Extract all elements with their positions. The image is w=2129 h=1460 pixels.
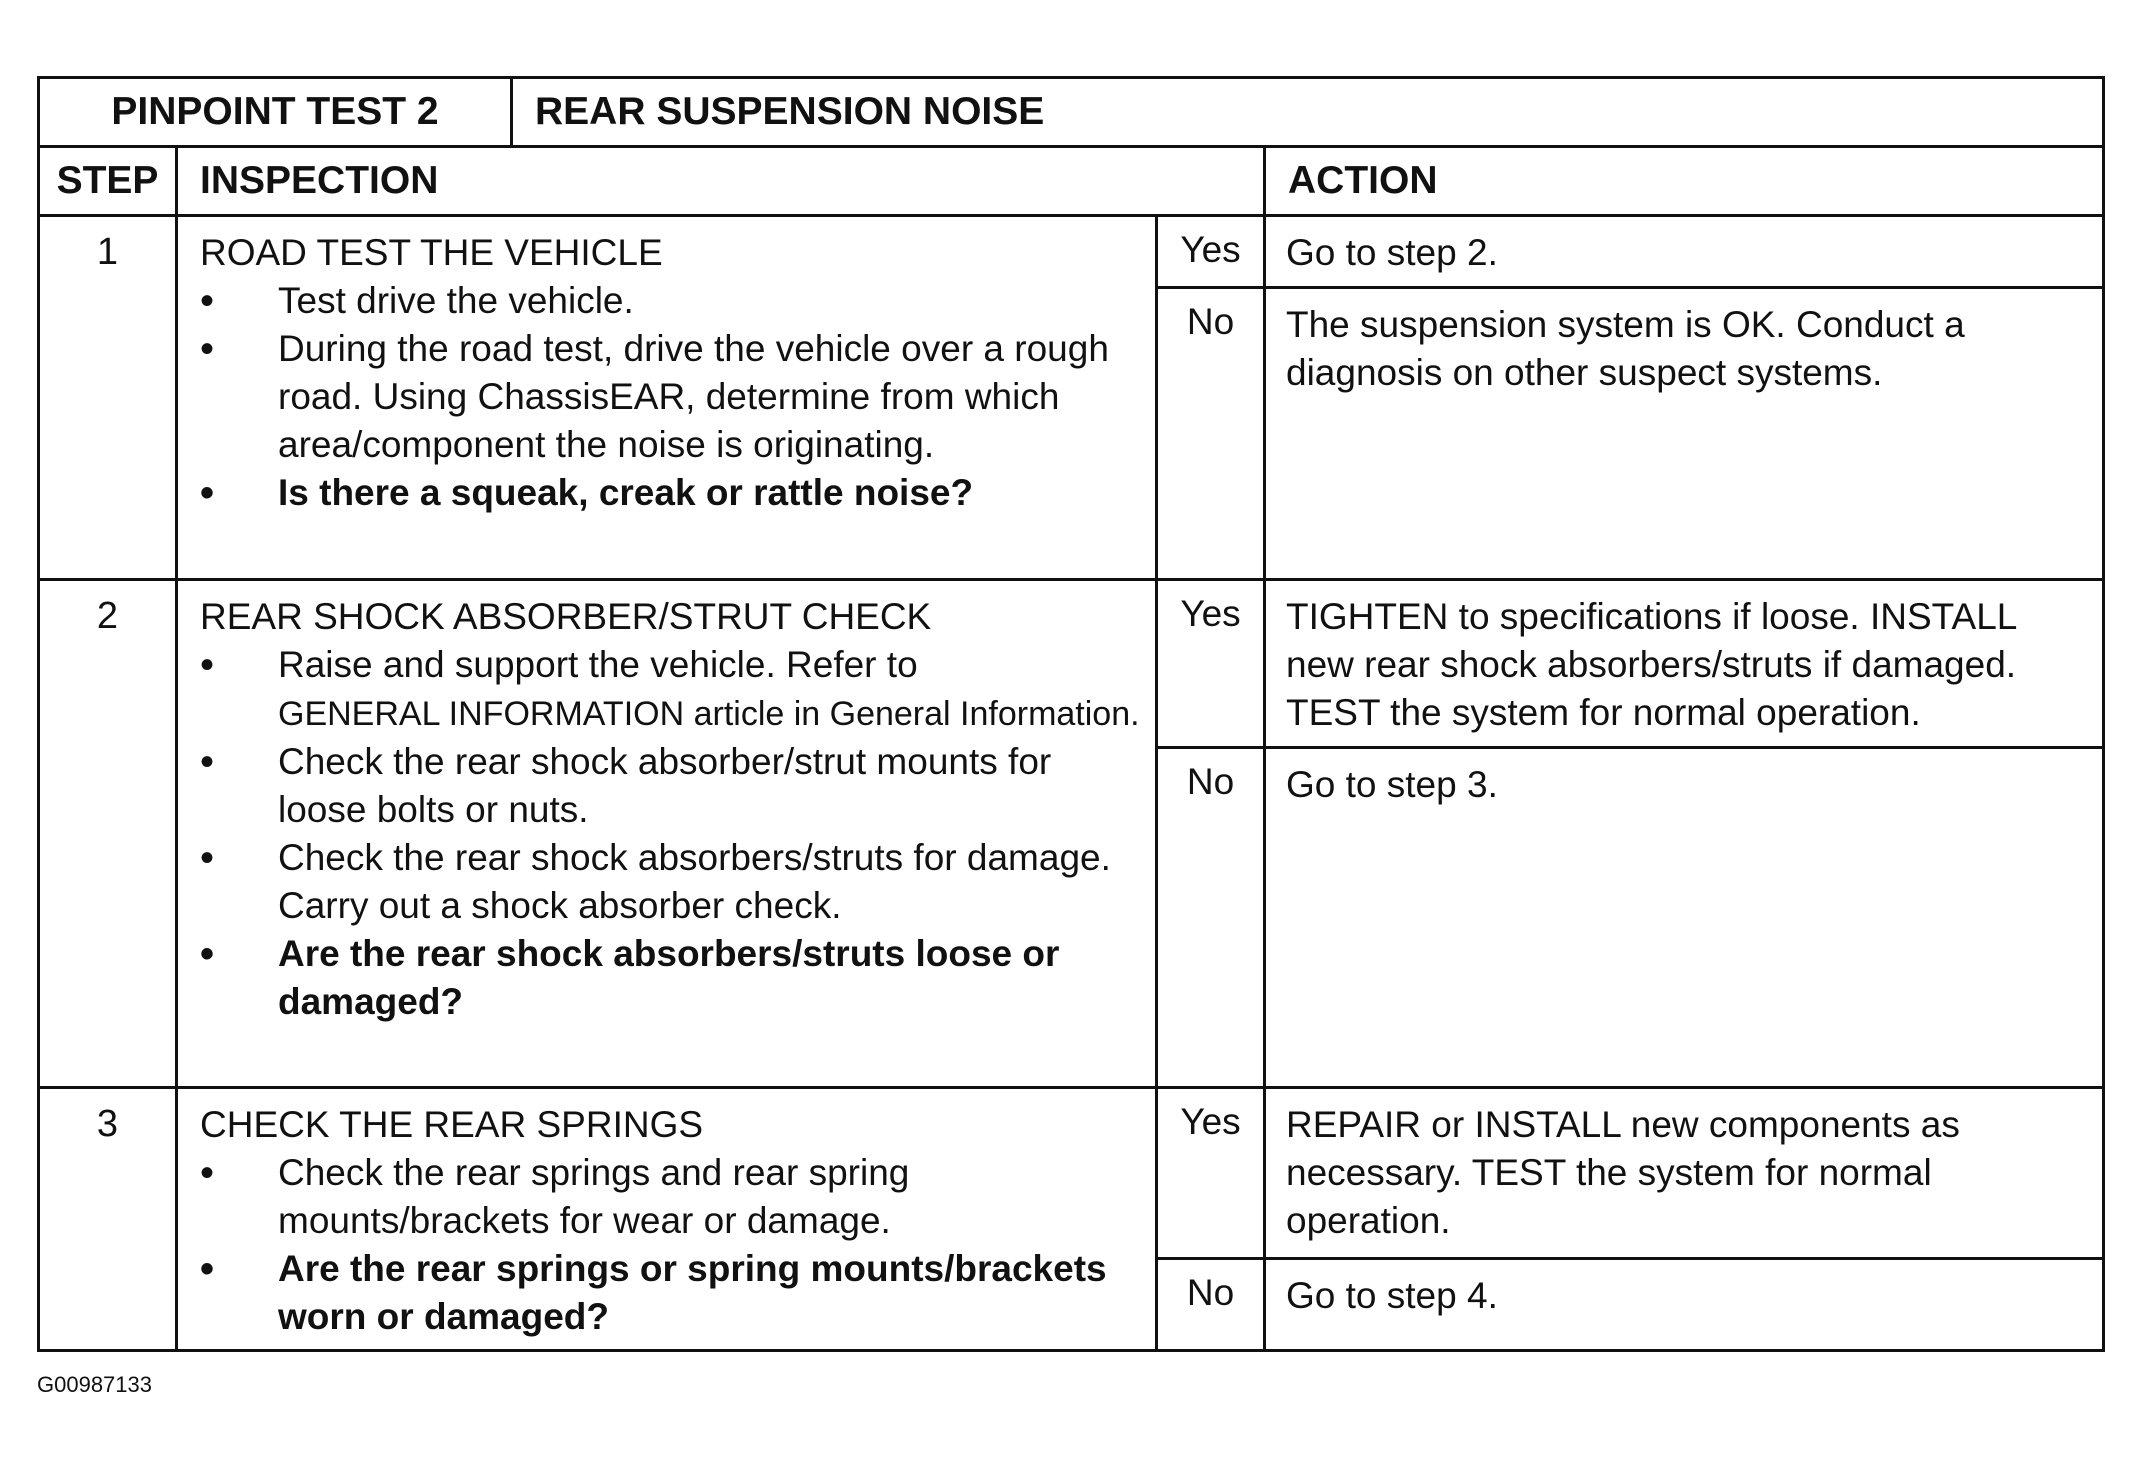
step-heading: CHECK THE REAR SPRINGS — [200, 1104, 704, 1145]
step-bullet-list — [200, 277, 1143, 517]
step-2-yes-row — [39, 580, 2104, 748]
step-number: 2 — [39, 580, 177, 1088]
reference-text: GENERAL INFORMATION article in General Information. — [278, 695, 1140, 733]
step-bullet-list — [200, 641, 1143, 1026]
no-label: No — [1157, 748, 1265, 1088]
step-3-yes-row — [39, 1088, 2104, 1259]
step-inspection — [177, 1088, 1157, 1351]
no-action: Go to step 4. — [1265, 1259, 2104, 1351]
yes-action: REPAIR or INSTALL new components as necessary. TEST the system for normal operation. — [1265, 1088, 2104, 1259]
no-label: No — [1157, 288, 1265, 580]
no-action: The suspension system is OK. Conduct a diagnosis on other suspect systems. — [1265, 288, 2104, 580]
bullet-item: • Check the rear shock absorber/strut mounts for loose bolts or nuts. — [200, 738, 1143, 834]
yes-label: Yes — [1157, 1088, 1265, 1259]
bullet-item: • Check the rear springs and rear spring mounts/brackets for wear or damage. — [200, 1149, 1143, 1245]
yes-label: Yes — [1157, 216, 1265, 288]
step-bullet-list — [200, 1149, 1143, 1341]
pinpoint-test-table — [37, 76, 2102, 1352]
step-number: 1 — [39, 216, 177, 580]
figure-code: G00987133 — [37, 1372, 152, 1397]
step-number: 3 — [39, 1088, 177, 1351]
step-column-header: STEP — [39, 147, 177, 216]
column-header-row — [39, 147, 2104, 216]
bullet-item: • Check the rear shock absorbers/struts for damage. Carry out a shock absorber check. — [200, 834, 1143, 930]
yes-label: Yes — [1157, 580, 1265, 748]
yes-action: TIGHTEN to specifications if loose. INSTALL new rear shock absorbers/struts if damaged. TEST the system for normal operation. — [1265, 580, 2104, 748]
step-heading: ROAD TEST THE VEHICLE — [200, 232, 663, 273]
step-heading: REAR SHOCK ABSORBER/STRUT CHECK — [200, 596, 932, 637]
no-label: No — [1157, 1259, 1265, 1351]
yes-action: Go to step 2. — [1265, 216, 2104, 288]
test-label: PINPOINT TEST 2 — [39, 78, 512, 147]
step-inspection — [177, 216, 1157, 580]
step-question: • Is there a squeak, creak or rattle noise? — [200, 469, 1143, 517]
step-1-yes-row — [39, 216, 2104, 288]
step-question: • Are the rear springs or spring mounts/brackets worn or damaged? — [200, 1245, 1143, 1341]
test-header-row — [39, 78, 2104, 147]
action-column-header: ACTION — [1265, 147, 2104, 216]
bullet-item: • During the road test, drive the vehicle over a rough road. Using ChassisEAR, determine from which area/component the noise is originating. — [200, 325, 1143, 469]
bullet-item: • Raise and support the vehicle. Refer to GENERAL INFORMATION article in General Information. — [200, 641, 1143, 738]
step-inspection — [177, 580, 1157, 1088]
test-title: REAR SUSPENSION NOISE — [512, 78, 2104, 147]
inspection-column-header: INSPECTION — [177, 147, 1265, 216]
no-action: Go to step 3. — [1265, 748, 2104, 1088]
bullet-item: • Test drive the vehicle. — [200, 277, 1143, 325]
step-question: • Are the rear shock absorbers/struts loose or damaged? — [200, 930, 1143, 1026]
